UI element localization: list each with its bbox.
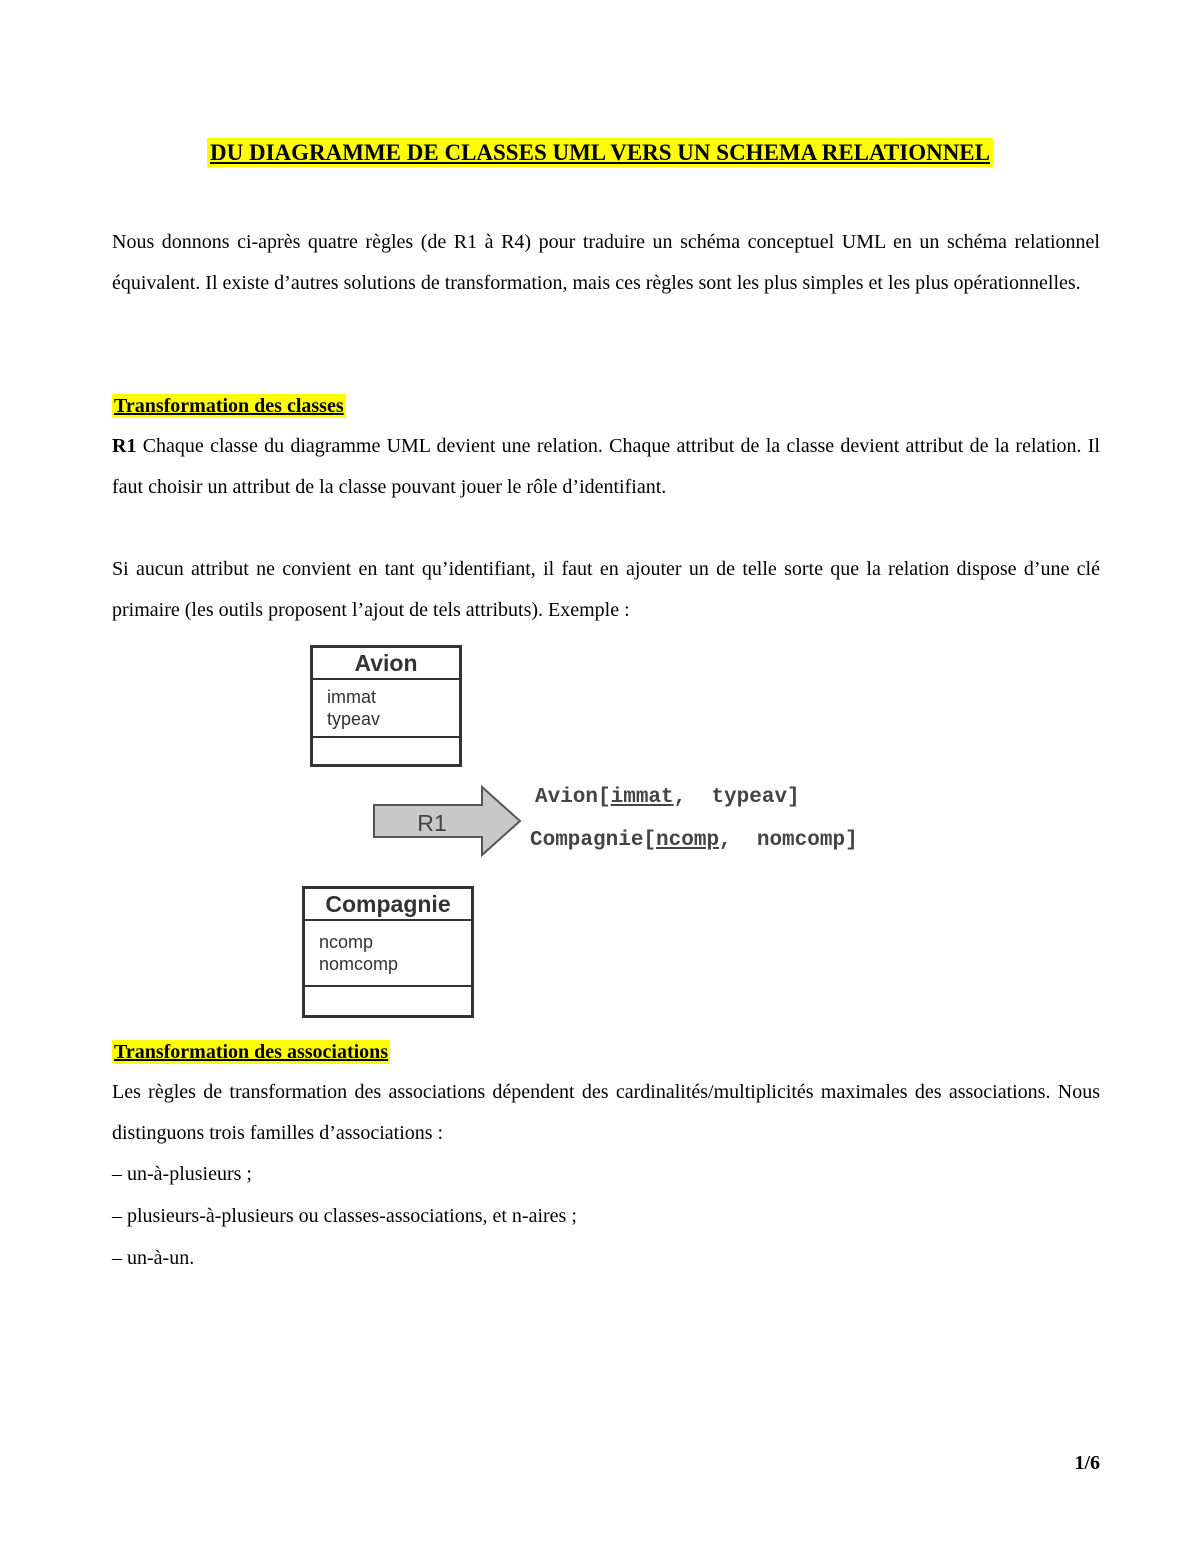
uml-class-name: Compagnie: [305, 889, 471, 921]
identifier-paragraph: Si aucun attribut ne convient en tant qu’identifiant, il faut en ajouter un de telle sorte que la relation dispose d’une clé primaire (les outils proposent l’ajout de tels attributs). Exemple :: [112, 558, 1100, 621]
section-heading-classes: [112, 395, 346, 418]
page-title: [0, 140, 1200, 166]
list-item: – un-à-un.: [112, 1247, 195, 1269]
section-heading-classes-text: Transformation des classes: [114, 395, 344, 417]
rule-r1-paragraph: [112, 426, 1100, 508]
uml-class-operations: [313, 738, 459, 760]
uml-attribute: immat: [327, 687, 376, 707]
intro-paragraph: Nous donnons ci-après quatre règles (de R1 à R4) pour traduire un schéma conceptuel UML en un schéma relationnel équivalent. Il existe d’autres solutions de transformation, mais ces règles sont les plus simples et les plus opérationnelles.: [112, 231, 1100, 294]
relation-name: Avion: [535, 786, 599, 809]
relation-primary-key: ncomp: [656, 829, 720, 852]
transformation-arrow: [370, 783, 525, 859]
section-heading-associations: [112, 1041, 390, 1064]
relation-name: Compagnie: [530, 829, 644, 852]
relation-avion: [535, 786, 800, 809]
uml-class-compagnie: [302, 886, 474, 1018]
uml-class-name: Avion: [313, 648, 459, 680]
rule-r1-text: Chaque classe du diagramme UML devient une relation. Chaque attribut de la classe devient attribut de la relation. Il faut choisir un attribut de la classe pouvant jouer le rôle d’identifiant.: [112, 435, 1100, 498]
uml-attribute: nomcomp: [319, 954, 399, 974]
page-title-text: DU DIAGRAMME DE CLASSES UML VERS UN SCHEMA RELATIONNEL: [207, 138, 993, 167]
relation-bracket: [: [643, 829, 657, 852]
list-item: – un-à-plusieurs ;: [112, 1163, 252, 1185]
section-heading-associations-text: Transformation des associations: [114, 1041, 389, 1063]
associations-paragraph: Les règles de transformation des associations dépendent des cardinalités/multiplicités maximales des associations. Nous distinguons trois familles d’associations :: [112, 1081, 1100, 1144]
uml-attribute: typeav: [327, 709, 381, 729]
rule-r1-label: R1: [112, 435, 137, 457]
uml-attribute: ncomp: [319, 932, 374, 952]
page-number: 1/6: [1074, 1452, 1100, 1474]
uml-class-attributes: [305, 921, 471, 987]
relation-attributes: , typeav]: [673, 786, 800, 809]
arrow-label: R1: [417, 810, 447, 836]
uml-class-operations: [305, 987, 471, 1009]
relation-attributes: , nomcomp]: [719, 829, 858, 852]
list-item: – plusieurs-à-plusieurs ou classes-associations, et n-aires ;: [112, 1205, 577, 1227]
relation-primary-key: immat: [610, 786, 674, 809]
uml-class-avion: [310, 645, 462, 767]
relation-bracket: [: [598, 786, 611, 809]
relation-compagnie: [530, 829, 858, 852]
arrow-shape-icon: [374, 787, 520, 855]
uml-class-attributes: [313, 680, 459, 738]
